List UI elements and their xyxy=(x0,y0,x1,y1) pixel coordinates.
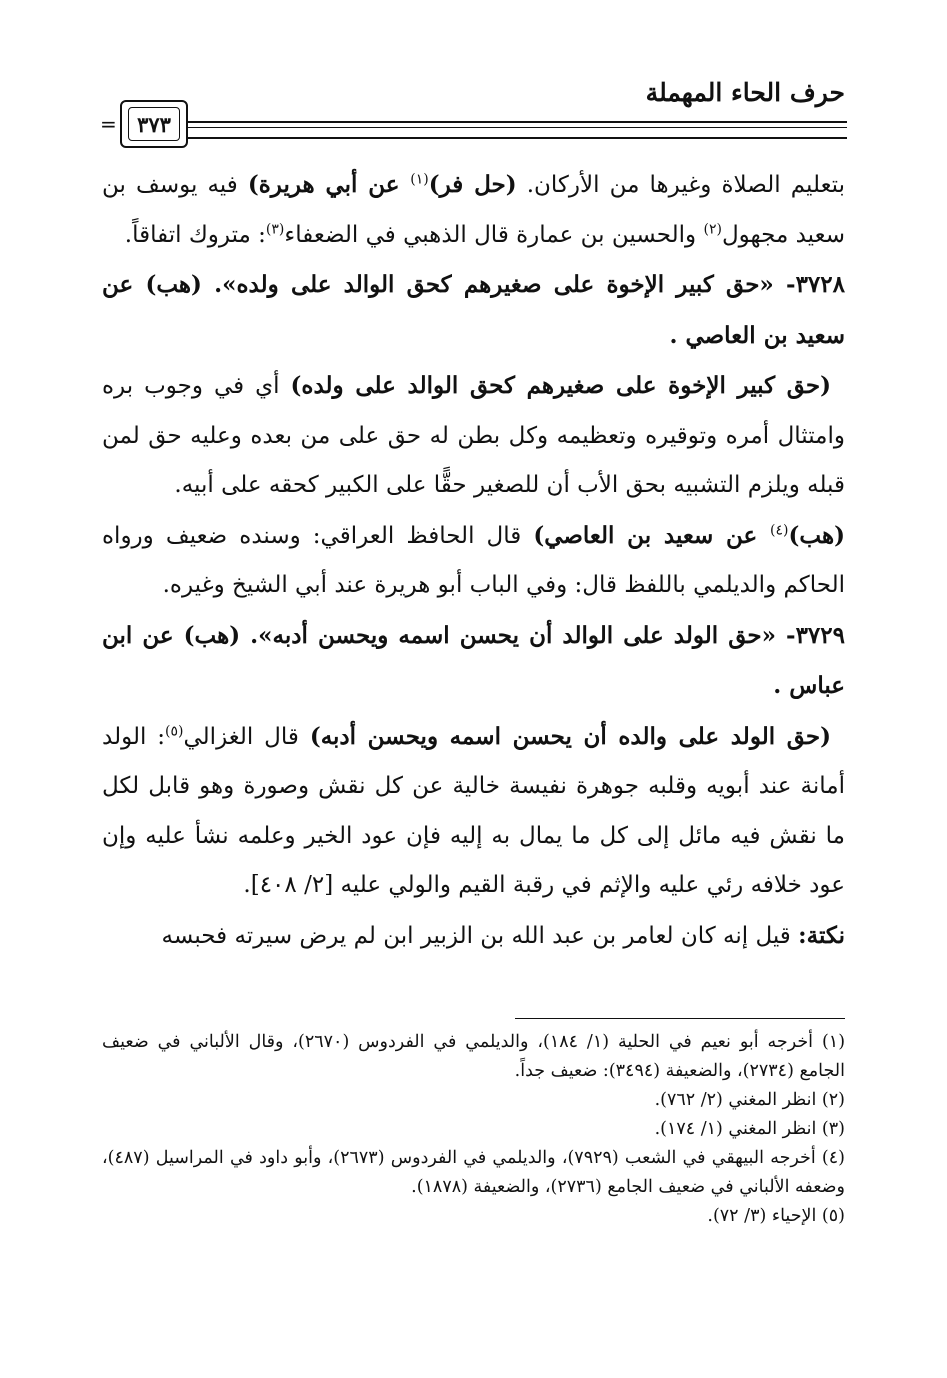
footnote-5: (٥) الإحياء (٣/ ٧٢). xyxy=(707,1206,845,1226)
narrator: عن سعيد بن العاصي) xyxy=(533,521,771,549)
header-ornament: = xyxy=(100,112,117,136)
main-text xyxy=(102,160,845,961)
text-run: بتعليم الصلاة وغيرها من الأركان. xyxy=(516,172,846,198)
commentary-3728 xyxy=(102,361,845,611)
text-run: : متروك اتفاقاً. xyxy=(124,221,266,248)
note-paragraph xyxy=(102,911,845,962)
page-number-frame xyxy=(120,100,188,148)
source-code: (حل فر) xyxy=(428,171,517,198)
hadith-text: ٣٧٢٩- «حق الولد على الوالد أن يحسن اسمه ويحسن أدبه». (هب) عن ابن عباس . xyxy=(102,621,845,699)
header-rule xyxy=(188,121,847,139)
footnote-ref: (٥) xyxy=(165,722,184,739)
text-run: قال الغزالي xyxy=(183,723,310,750)
commentary-3729 xyxy=(102,712,845,911)
footnote-1: (١) أخرجه أبو نعيم في الحلية (١/ ١٨٤)، والديلمي في الفردوس (٢٦٧٠)، وقال الألباني في ضعيف الجامع (٢٧٣٤)، والضعيفة (٣٤٩٤): ضعيف جداً. xyxy=(102,1032,846,1081)
text-run: فيه يوسف بن سعيد مجهول xyxy=(102,172,845,248)
hadith-heading-3729 xyxy=(102,611,845,712)
footnote-ref: (١) xyxy=(410,171,429,188)
footnotes xyxy=(102,1028,845,1231)
footnote-4: (٤) أخرجه البيهقي في الشعب (٧٩٢٩)، والديلمي في الفردوس (٢٦٧٣)، وأبو داود في المراسيل (٤٨٧)، وضعفه الألباني في ضعيف الجامع (٢٧٣٦)، والضعيفة (١٨٧٨). xyxy=(102,1148,845,1197)
footnote-3: (٣) انظر المغني (١/ ١٧٤). xyxy=(654,1119,845,1139)
hadith-heading-3728 xyxy=(102,260,845,361)
quoted-hadith: (حق الولد على والده أن يحسن اسمه ويحسن أدبه) xyxy=(309,722,831,750)
running-header-title: حرف الحاء المهملة xyxy=(645,78,845,107)
text-run: والحسين بن عمارة قال الذهبي في الضعفاء xyxy=(284,221,704,248)
page-number: ٣٧٣ xyxy=(128,107,180,141)
footnote-ref: (٤) xyxy=(770,521,789,538)
text-run: قال الحافظ العراقي: وسنده ضعيف ورواه الحاكم والديلمي باللفظ قال: وفي الباب أبو هريرة عند أبي الشيخ وغيره. xyxy=(102,522,845,598)
hadith-text: ٣٧٢٨- «حق كبير الإخوة على صغيرهم كحق الوالد على ولده». (هب) عن سعيد بن العاصي . xyxy=(102,271,845,349)
paragraph-continuation xyxy=(102,160,845,260)
text-run: قيل إنه كان لعامر بن عبد الله بن الزبير ابن لم يرض سيرته فحبسه xyxy=(161,922,799,949)
footnote-2: (٢) انظر المغني (٢/ ٧٦٢). xyxy=(654,1090,845,1110)
footnote-ref: (٢) xyxy=(703,220,722,237)
footnote-ref: (٣) xyxy=(265,220,285,237)
text-run: أي في وجوب بره وامتثال أمره وتوقيره وتعظيمه وكل بطن له حق على من بعده وعليه حق لمن قبله ويلزم التشبيه بحق الأب أن للصغير حقًّا على الكبير كحقه على أبيه. xyxy=(102,373,845,498)
text-run: : الولد أمانة عند أبويه وقلبه جوهرة نفيسة خالية عن كل نقش وصورة وهو قابل لكل ما نقش فيه مائل إلى كل ما يمال به إليه فإن عود الخير وعلمه نشأ عليه وإن عود خلافه رئي عليه والإثم في رقبة القيم والولي عليه [٢/ ٤٠٨]. xyxy=(102,723,845,898)
footnote-separator xyxy=(515,1018,845,1019)
source-code: (هب) xyxy=(788,521,845,549)
note-label: نكتة: xyxy=(798,921,845,949)
quoted-hadith: (حق كبير الإخوة على صغيرهم كحق الوالد على ولده) xyxy=(290,372,831,399)
narrator: عن أبي هريرة) xyxy=(247,171,411,198)
